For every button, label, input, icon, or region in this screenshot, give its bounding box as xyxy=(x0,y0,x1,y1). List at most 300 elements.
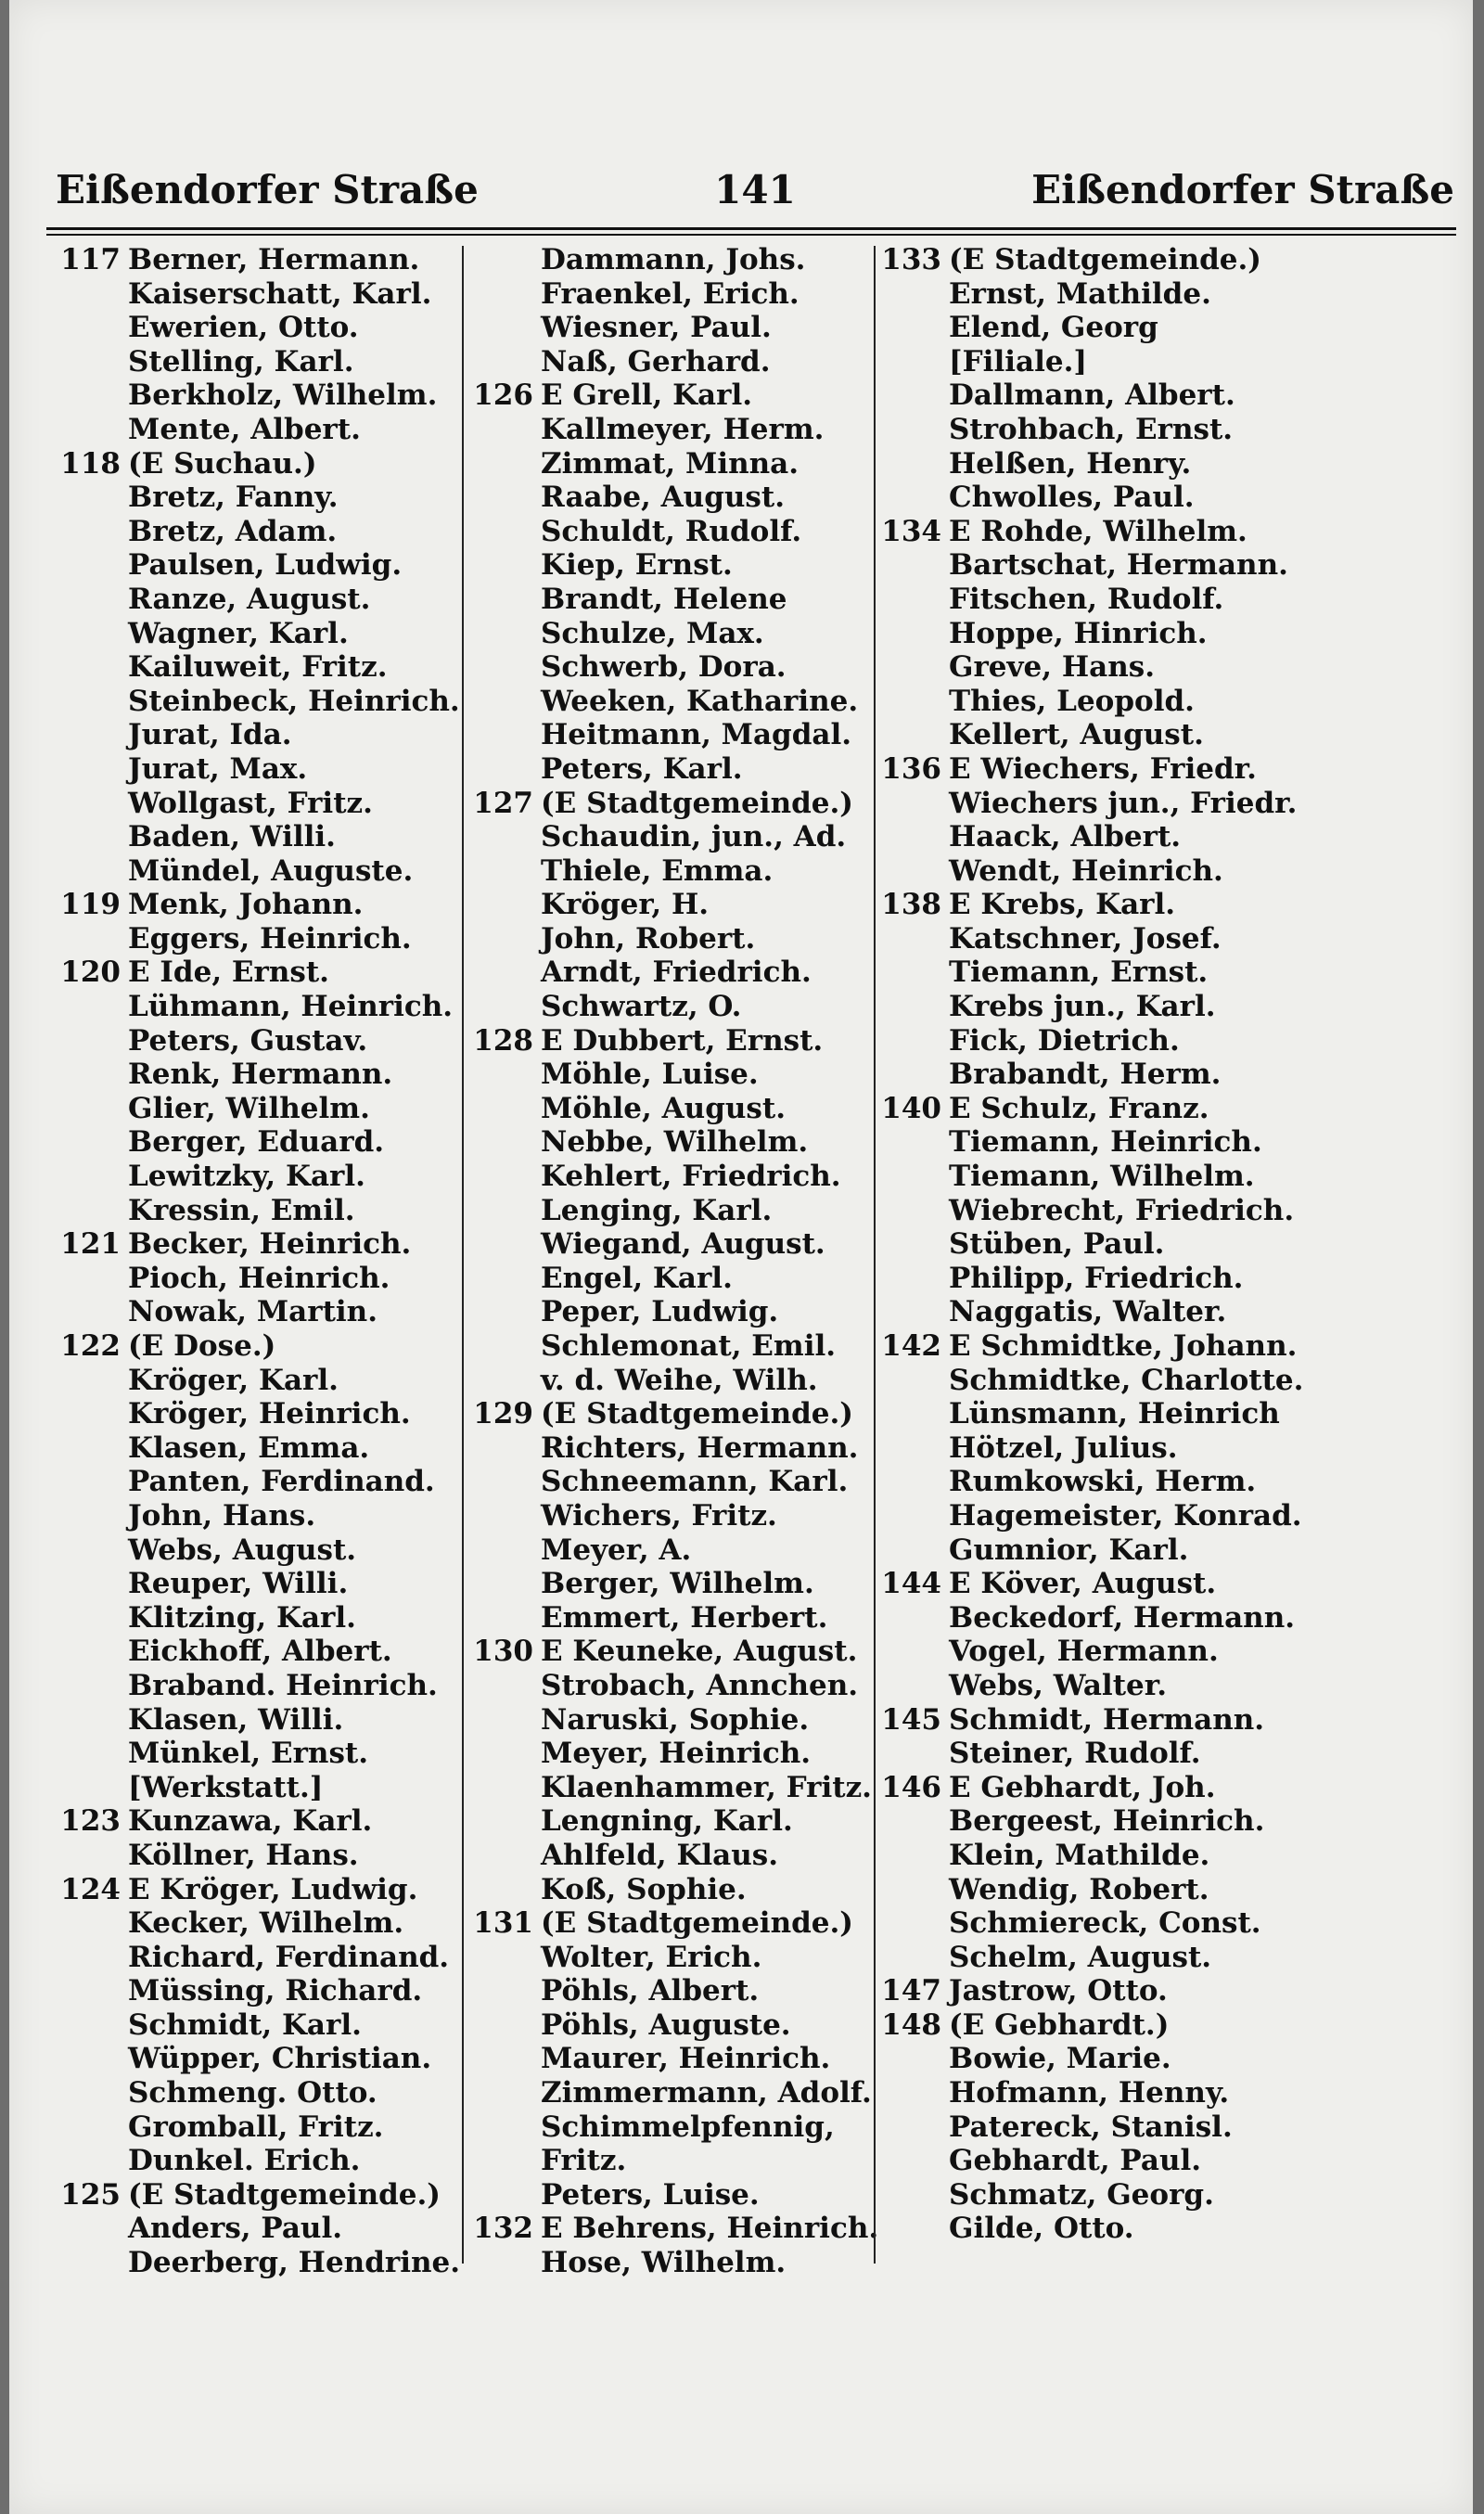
directory-entry xyxy=(56,243,464,277)
resident-name: Peper, Ludwig. xyxy=(541,1295,779,1329)
resident-name: Schuldt, Rudolf. xyxy=(541,514,802,548)
directory-entry xyxy=(56,854,464,889)
directory-entry xyxy=(56,1160,464,1194)
directory-entry xyxy=(876,956,1285,990)
directory-entry xyxy=(468,243,872,277)
directory-entry xyxy=(468,617,872,651)
resident-name: Mente, Albert. xyxy=(128,412,361,446)
resident-name: Dallmann, Albert. xyxy=(949,378,1235,413)
resident-name: (E Stadtgemeinde.) xyxy=(541,786,853,820)
resident-name: Berner, Hermann. xyxy=(128,243,420,276)
resident-name: Köllner, Hans. xyxy=(128,1838,359,1872)
directory-entry xyxy=(468,1262,872,1296)
directory-entry xyxy=(468,1295,872,1329)
directory-entry xyxy=(468,2042,872,2076)
resident-name: Wollgast, Fritz. xyxy=(128,786,373,820)
directory-entry xyxy=(468,685,872,719)
resident-name: Rumkowski, Herm. xyxy=(949,1465,1257,1499)
directory-entry xyxy=(876,718,1285,752)
page-number: 141 xyxy=(714,167,796,212)
directory-entry xyxy=(468,2008,872,2043)
directory-entry xyxy=(468,277,872,312)
directory-entry xyxy=(56,787,464,821)
directory-entry xyxy=(468,2110,872,2145)
directory-entry xyxy=(468,718,872,752)
directory-entry xyxy=(876,685,1285,719)
resident-name: Haack, Albert. xyxy=(949,820,1182,854)
resident-name: Krebs jun., Karl. xyxy=(949,990,1216,1024)
resident-name: Gebhardt, Paul. xyxy=(949,2144,1202,2178)
house-number: 121 xyxy=(60,1227,121,1262)
resident-name: Kaiserschatt, Karl. xyxy=(128,276,432,311)
directory-entry xyxy=(56,1295,464,1329)
resident-name: E Köver, August. xyxy=(949,1567,1217,1601)
directory-entry xyxy=(876,481,1285,515)
resident-name: Schmidt, Karl. xyxy=(128,2007,362,2042)
resident-name: Brabandt, Herm. xyxy=(949,1058,1222,1092)
resident-name: Vogel, Hermann. xyxy=(949,1635,1219,1669)
directory-entry xyxy=(56,1058,464,1092)
directory-entry xyxy=(468,1771,872,1805)
resident-name: Greve, Hans. xyxy=(949,650,1156,685)
directory-entry xyxy=(468,1669,872,1703)
directory-entry xyxy=(468,1567,872,1601)
directory-entry xyxy=(468,1058,872,1092)
house-number: 146 xyxy=(881,1770,941,1804)
directory-entry xyxy=(876,1533,1285,1568)
directory-entry xyxy=(876,1058,1285,1092)
directory-entry xyxy=(56,1974,464,2008)
resident-name: Hötzel, Julius. xyxy=(949,1430,1178,1465)
house-number: 126 xyxy=(473,378,533,413)
directory-entry xyxy=(56,1227,464,1262)
resident-name: Schelm, August. xyxy=(949,1940,1212,1974)
resident-name: Ranze, August. xyxy=(128,582,371,616)
resident-name: Menk, Johann. xyxy=(128,888,364,922)
column-2 xyxy=(468,243,879,2280)
directory-entry xyxy=(468,1465,872,1499)
directory-entry xyxy=(876,1397,1285,1431)
resident-name: Emmert, Herbert. xyxy=(541,1600,828,1635)
directory-entry xyxy=(56,2246,464,2280)
resident-name: John, Hans. xyxy=(128,1498,316,1533)
resident-name: (E Suchau.) xyxy=(128,446,317,481)
directory-entry xyxy=(56,990,464,1024)
resident-name: Gromball, Fritz. xyxy=(128,2110,384,2144)
directory-entry xyxy=(876,1295,1285,1329)
resident-name: Möhle, August. xyxy=(541,1091,786,1125)
directory-entry xyxy=(876,311,1285,345)
resident-name: Bretz, Fanny. xyxy=(128,481,339,515)
resident-name: Pioch, Heinrich. xyxy=(128,1261,390,1295)
resident-name: Webs, Walter. xyxy=(949,1668,1168,1702)
resident-name: Wichers, Fritz. xyxy=(541,1498,777,1533)
directory-entry xyxy=(56,718,464,752)
resident-name: Fick, Dietrich. xyxy=(949,1023,1180,1058)
resident-name: Kiep, Ernst. xyxy=(541,548,733,583)
resident-name: Bowie, Marie. xyxy=(949,2042,1171,2076)
directory-entry xyxy=(468,1839,872,1873)
resident-name: Münkel, Ernst. xyxy=(128,1737,369,1771)
directory-entry xyxy=(468,1499,872,1533)
header-street-right: Eißendorfer Straße xyxy=(1031,167,1454,212)
resident-name: Helßen, Henry. xyxy=(949,446,1192,481)
directory-entry xyxy=(56,2042,464,2076)
directory-entry xyxy=(876,277,1285,312)
directory-entry xyxy=(468,1601,872,1635)
resident-name: Möhle, Luise. xyxy=(541,1058,759,1092)
resident-name: Renk, Hermann. xyxy=(128,1058,393,1092)
resident-name: Klein, Mathilde. xyxy=(949,1838,1210,1872)
resident-name: Schaudin, jun., Ad. xyxy=(541,820,847,854)
resident-name: Tiemann, Heinrich. xyxy=(949,1125,1262,1160)
house-number: 136 xyxy=(881,751,941,786)
directory-entry xyxy=(56,1839,464,1873)
directory-entry xyxy=(56,1601,464,1635)
resident-name: [Werkstatt.] xyxy=(128,1770,324,1804)
resident-name: Raabe, August. xyxy=(541,481,786,515)
resident-name: Wendig, Robert. xyxy=(949,1872,1209,1906)
directory-entry xyxy=(56,2110,464,2145)
resident-name: Kressin, Emil. xyxy=(128,1193,355,1227)
resident-name: Arndt, Friedrich. xyxy=(541,956,812,990)
directory-entry xyxy=(468,854,872,889)
directory-entry xyxy=(56,922,464,956)
resident-name: Ernst, Mathilde. xyxy=(949,276,1211,311)
directory-entry xyxy=(56,2076,464,2110)
resident-name: Steinbeck, Heinrich. xyxy=(128,684,460,718)
resident-name: Chwolles, Paul. xyxy=(949,481,1195,515)
directory-entry xyxy=(876,617,1285,651)
directory-entry xyxy=(56,1431,464,1466)
resident-name: Zimmat, Minna. xyxy=(541,446,800,481)
house-number: 128 xyxy=(473,1023,533,1058)
directory-entry xyxy=(468,1194,872,1228)
resident-name: Klitzing, Karl. xyxy=(128,1600,356,1635)
resident-name: Deerberg, Hendrine. xyxy=(128,2246,461,2280)
directory-entry xyxy=(876,1737,1285,1771)
directory-entry xyxy=(468,2246,872,2280)
resident-name: Wendt, Heinrich. xyxy=(949,853,1223,888)
resident-name: Wolter, Erich. xyxy=(541,1940,762,1974)
resident-name: Pöhls, Auguste. xyxy=(541,2007,791,2042)
directory-entry xyxy=(468,1160,872,1194)
directory-entry xyxy=(56,956,464,990)
resident-name: E Krebs, Karl. xyxy=(949,888,1176,922)
directory-entry xyxy=(56,650,464,685)
directory-entry xyxy=(468,956,872,990)
directory-entry xyxy=(56,1329,464,1364)
house-number: 122 xyxy=(60,1329,121,1363)
house-number: 132 xyxy=(473,2212,533,2246)
directory-entry xyxy=(56,1771,464,1805)
resident-name: Lengning, Karl. xyxy=(541,1804,793,1839)
directory-entry xyxy=(56,1364,464,1398)
directory-entry xyxy=(468,311,872,345)
directory-entry xyxy=(876,1329,1298,1364)
resident-name: Hagemeister, Konrad. xyxy=(949,1498,1302,1533)
resident-name: Peters, Gustav. xyxy=(128,1023,368,1058)
directory-entry xyxy=(56,447,464,481)
directory-entry xyxy=(468,1431,872,1466)
directory-entry xyxy=(876,378,1285,413)
directory-entry xyxy=(876,2008,1285,2043)
directory-entry xyxy=(876,1839,1285,1873)
directory-entry xyxy=(876,1600,1296,1635)
directory-entry xyxy=(56,1703,464,1738)
resident-name: E Schulz, Franz. xyxy=(949,1091,1209,1125)
directory-entry xyxy=(876,922,1285,956)
directory-entry xyxy=(56,2178,464,2213)
resident-name: Weeken, Katharine. xyxy=(541,684,859,718)
directory-entry xyxy=(876,650,1285,685)
directory-entry xyxy=(876,1092,1285,1126)
resident-name: Maurer, Heinrich. xyxy=(541,2042,831,2076)
resident-name: Steiner, Rudolf. xyxy=(949,1737,1201,1771)
resident-name: Bergeest, Heinrich. xyxy=(949,1804,1265,1839)
resident-name: Richters, Hermann. xyxy=(541,1430,859,1465)
resident-name: Wagner, Karl. xyxy=(128,616,349,650)
resident-name: Beckedorf, Hermann. xyxy=(949,1600,1296,1635)
resident-name: Meyer, A. xyxy=(541,1533,692,1567)
resident-name: E Kröger, Ludwig. xyxy=(128,1872,418,1906)
page-header xyxy=(56,167,1454,223)
resident-name: Strohbach, Ernst. xyxy=(949,412,1234,446)
resident-name: v. d. Weihe, Wilh. xyxy=(541,1363,818,1397)
resident-name: Kröger, H. xyxy=(541,888,710,922)
resident-name: Zimmermann, Adolf. xyxy=(541,2076,872,2110)
resident-name: Dunkel. Erich. xyxy=(128,2144,361,2178)
directory-entry xyxy=(876,786,1298,821)
directory-entry xyxy=(468,481,872,515)
directory-entry xyxy=(876,1498,1302,1533)
resident-name: E Grell, Karl. xyxy=(541,378,753,413)
directory-entry xyxy=(468,787,872,821)
resident-name: Naß, Gerhard. xyxy=(541,344,771,378)
resident-name: (E Stadtgemeinde.) xyxy=(541,1397,853,1431)
resident-name: Berger, Wilhelm. xyxy=(541,1567,814,1601)
directory-entry xyxy=(876,1160,1285,1194)
resident-name: Katschner, Josef. xyxy=(949,921,1222,956)
directory-entry xyxy=(876,1974,1285,2008)
directory-entry xyxy=(56,1397,464,1431)
directory-entry xyxy=(468,1941,872,1975)
resident-name: Klasen, Willi. xyxy=(128,1702,344,1737)
resident-name: Philipp, Friedrich. xyxy=(949,1261,1244,1295)
resident-name: Fritz. xyxy=(541,2144,627,2178)
resident-name: Bartschat, Hermann. xyxy=(949,548,1288,583)
resident-name: Eickhoff, Albert. xyxy=(128,1635,392,1669)
house-number: 144 xyxy=(881,1567,941,1601)
resident-name: Paulsen, Ludwig. xyxy=(128,548,403,583)
directory-entry xyxy=(468,345,872,379)
directory-entry xyxy=(56,1635,464,1669)
resident-name: E Behrens, Heinrich. xyxy=(541,2212,879,2246)
directory-entry xyxy=(56,617,464,651)
directory-entry xyxy=(56,1567,464,1601)
resident-name: Nowak, Martin. xyxy=(128,1295,378,1329)
resident-name: Jurat, Max. xyxy=(128,751,308,786)
resident-name: John, Robert. xyxy=(541,921,756,956)
directory-entry xyxy=(56,1737,464,1771)
directory-entry xyxy=(468,1873,872,1907)
resident-name: E Wiechers, Friedr. xyxy=(949,751,1257,786)
directory-entry xyxy=(876,515,1285,549)
directory-entry xyxy=(468,650,872,685)
resident-name: Fraenkel, Erich. xyxy=(541,276,800,311)
resident-name: Schmatz, Georg. xyxy=(949,2177,1214,2212)
house-number: 125 xyxy=(60,2177,121,2212)
resident-name: Kellert, August. xyxy=(949,718,1204,752)
directory-entry xyxy=(56,481,464,515)
resident-name: Kailuweit, Fritz. xyxy=(128,650,388,685)
directory-entry xyxy=(56,1941,464,1975)
resident-name: Ahlfeld, Klaus. xyxy=(541,1838,779,1872)
resident-name: Ewerien, Otto. xyxy=(128,311,359,345)
house-number: 124 xyxy=(60,1872,121,1906)
resident-name: Gumnior, Karl. xyxy=(949,1533,1189,1567)
resident-name: Lewitzky, Karl. xyxy=(128,1160,365,1194)
directory-entry xyxy=(468,515,872,549)
directory-entry xyxy=(876,1703,1285,1738)
resident-name: (E Stadtgemeinde.) xyxy=(128,2177,441,2212)
directory-entry xyxy=(876,990,1285,1024)
column-divider xyxy=(874,246,876,2264)
resident-name: Naggatis, Walter. xyxy=(949,1295,1227,1329)
directory-entry xyxy=(876,2042,1285,2076)
directory-entry xyxy=(468,888,872,922)
resident-name: Stüben, Paul. xyxy=(949,1227,1165,1262)
directory-entry xyxy=(468,1737,872,1771)
resident-name: Lünsmann, Heinrich xyxy=(949,1397,1280,1431)
directory-entry xyxy=(56,888,464,922)
house-number: 120 xyxy=(60,956,121,990)
directory-entry xyxy=(56,2212,464,2246)
directory-entry xyxy=(876,1363,1304,1398)
directory-entry xyxy=(876,413,1285,447)
directory-entry xyxy=(468,1397,872,1431)
resident-name: Hofmann, Henny. xyxy=(949,2076,1230,2110)
directory-entry xyxy=(56,1804,464,1839)
resident-name: E Keuneke, August. xyxy=(541,1635,858,1669)
column-3 xyxy=(876,243,1304,2246)
resident-name: Thiele, Emma. xyxy=(541,853,774,888)
resident-name: Klasen, Emma. xyxy=(128,1430,370,1465)
resident-name: Wiebrecht, Friedrich. xyxy=(949,1193,1295,1227)
resident-name: Eggers, Heinrich. xyxy=(128,921,412,956)
resident-name: Lühmann, Heinrich. xyxy=(128,990,454,1024)
column-1 xyxy=(56,243,464,2280)
directory-entry xyxy=(468,2144,872,2178)
resident-name: Kröger, Heinrich. xyxy=(128,1397,411,1431)
directory-entry xyxy=(56,1669,464,1703)
directory-entry xyxy=(56,820,464,854)
directory-entry xyxy=(468,2178,872,2213)
directory-entry xyxy=(876,1669,1285,1703)
directory-entry xyxy=(876,1906,1285,1941)
directory-entry xyxy=(876,2178,1285,2213)
directory-entry xyxy=(876,2144,1285,2178)
resident-name: Koß, Sophie. xyxy=(541,1872,747,1906)
resident-name: Baden, Willi. xyxy=(128,820,336,854)
resident-name: Mündel, Auguste. xyxy=(128,853,414,888)
directory-entry xyxy=(56,1092,464,1126)
directory-entry xyxy=(56,1262,464,1296)
resident-name: Stelling, Karl. xyxy=(128,344,354,378)
house-number: 142 xyxy=(881,1329,941,1363)
house-number: 123 xyxy=(60,1804,121,1839)
resident-name: Heitmann, Magdal. xyxy=(541,718,852,752)
directory-page xyxy=(9,0,1473,2514)
directory-entry xyxy=(876,1024,1285,1058)
resident-name: Braband. Heinrich. xyxy=(128,1668,438,1702)
directory-entry xyxy=(876,1465,1285,1499)
directory-entry xyxy=(468,1092,872,1126)
house-number: 127 xyxy=(473,786,533,820)
house-number: 138 xyxy=(881,888,941,922)
directory-entry xyxy=(56,311,464,345)
directory-entry xyxy=(468,1974,872,2008)
resident-name: Kallmeyer, Herm. xyxy=(541,412,825,446)
directory-entry xyxy=(876,243,1285,277)
directory-entry xyxy=(56,1194,464,1228)
resident-name: Schwartz, O. xyxy=(541,990,742,1024)
resident-name: Schwerb, Dora. xyxy=(541,650,787,685)
resident-name: Patereck, Stanisl. xyxy=(949,2110,1233,2144)
directory-entry xyxy=(876,1125,1285,1160)
header-rule-thin xyxy=(46,234,1456,236)
directory-entry xyxy=(876,1567,1285,1601)
directory-entry xyxy=(56,1873,464,1907)
house-number: 131 xyxy=(473,1906,533,1941)
resident-name: Fitschen, Rudolf. xyxy=(949,582,1224,616)
resident-name: (E Stadtgemeinde.) xyxy=(541,1906,853,1941)
directory-entry xyxy=(876,1941,1285,1975)
resident-name: E Gebhardt, Joh. xyxy=(949,1770,1216,1804)
directory-entry xyxy=(468,752,872,787)
directory-entry xyxy=(468,1024,872,1058)
header-street-left: Eißendorfer Straße xyxy=(56,167,479,212)
resident-name: Hose, Wilhelm. xyxy=(541,2246,787,2280)
resident-name: Schimmelpfennig, xyxy=(541,2110,835,2144)
directory-entry xyxy=(56,2008,464,2043)
directory-entry xyxy=(56,752,464,787)
directory-entry xyxy=(468,922,872,956)
resident-name: Anders, Paul. xyxy=(128,2212,343,2246)
directory-entry xyxy=(56,1533,464,1568)
resident-name: Richard, Ferdinand. xyxy=(128,1940,450,1974)
resident-name: Wiesner, Paul. xyxy=(541,311,772,345)
directory-entry xyxy=(876,752,1285,787)
resident-name: Glier, Wilhelm. xyxy=(128,1091,370,1125)
directory-entry xyxy=(876,1771,1285,1805)
house-number: 134 xyxy=(881,514,941,548)
resident-name: [Filiale.] xyxy=(949,344,1088,378)
resident-name: (E Gebhardt.) xyxy=(949,2007,1170,2042)
house-number: 140 xyxy=(881,1091,941,1125)
directory-entry xyxy=(468,2076,872,2110)
directory-entry xyxy=(468,1125,872,1160)
house-number: 117 xyxy=(60,243,121,276)
resident-name: (E Stadtgemeinde.) xyxy=(949,243,1261,276)
directory-entry xyxy=(56,345,464,379)
directory-entry xyxy=(876,447,1285,481)
house-number: 148 xyxy=(881,2007,941,2042)
directory-entry xyxy=(876,1873,1285,1907)
resident-name: Gilde, Otto. xyxy=(949,2212,1134,2246)
directory-entry xyxy=(876,820,1285,854)
resident-name: Webs, August. xyxy=(128,1533,357,1567)
